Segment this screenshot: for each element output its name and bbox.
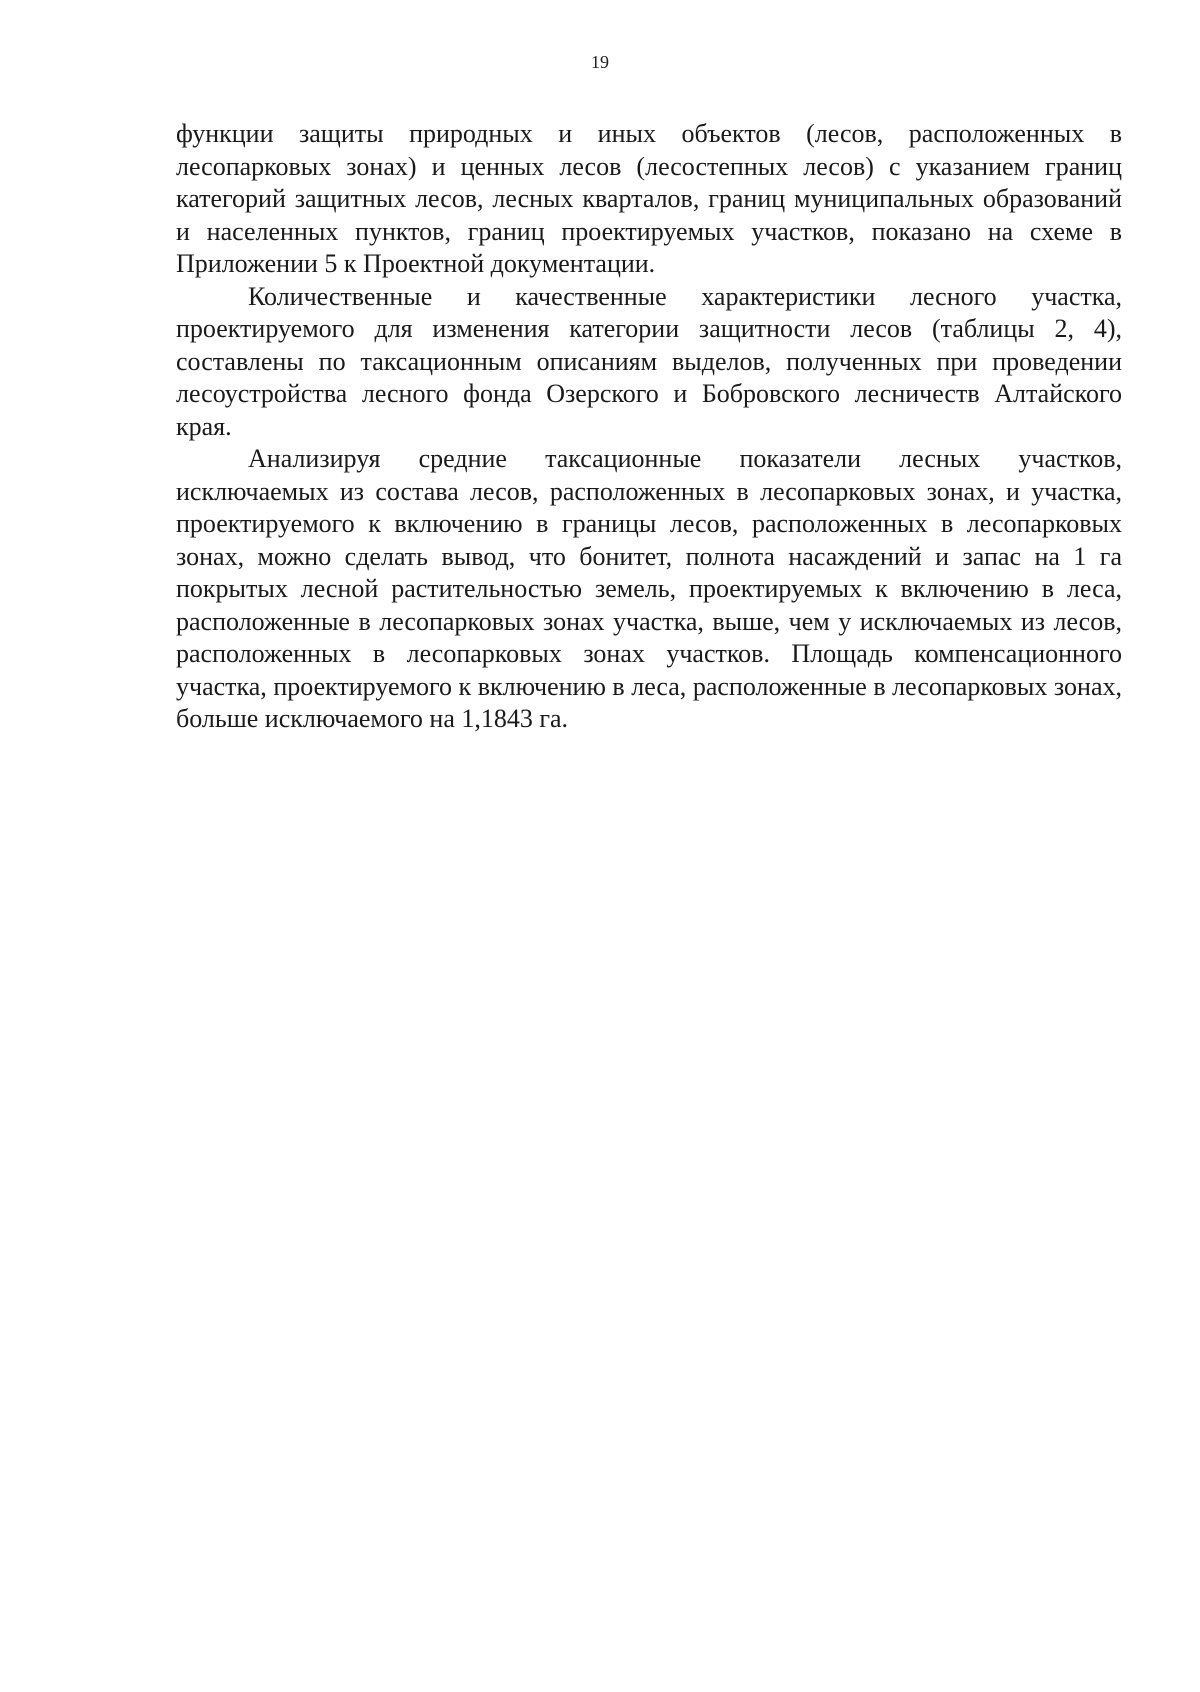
paragraph-characteristics: Количественные и качественные характеристики лесного участка, проектируемого для изменения категории защитности лесов (таблицы 2, 4), составлены по таксационным описаниям выделов, полученных при проведении лесоустройства лесного фонда Озерского и Бобровского лесничеств Алтайского края. xyxy=(176,281,1122,441)
paragraph-analysis: Анализируя средние таксационные показатели лесных участков, исключаемых из состава лесов, расположенных в лесопарковых зонах, и участка, проектируемого к включению в границы лесов, расположенных в лесопарковых зонах, можно сделать вывод, что бонитет, полнота насаждений и запас на 1 га покрытых лесной растительностью земель, проектируемых к включению в леса, расположенные в лесопарковых зонах участка, выше, чем у исключаемых из лесов, расположенных в лесопарковых зонах участков. Площадь компенсационного участка, проектируемого к включению в леса, расположенные в лесопарковых зонах, больше исключаемого на 1,1843 га. xyxy=(176,444,1122,733)
page-number: 19 xyxy=(591,52,609,72)
paragraph-continuation: функции защиты природных и иных объектов (лесов, расположенных в лесопарковых зонах) и ценных лесов (лесостепных лесов) с указанием границ категорий защитных лесов, лесных кварталов, границ муниципальных образований и населенных пунктов, границ проектируемых участков, показано на схеме в Приложении 5 к Проектной документации. xyxy=(176,119,1122,278)
document-body xyxy=(176,118,1122,736)
